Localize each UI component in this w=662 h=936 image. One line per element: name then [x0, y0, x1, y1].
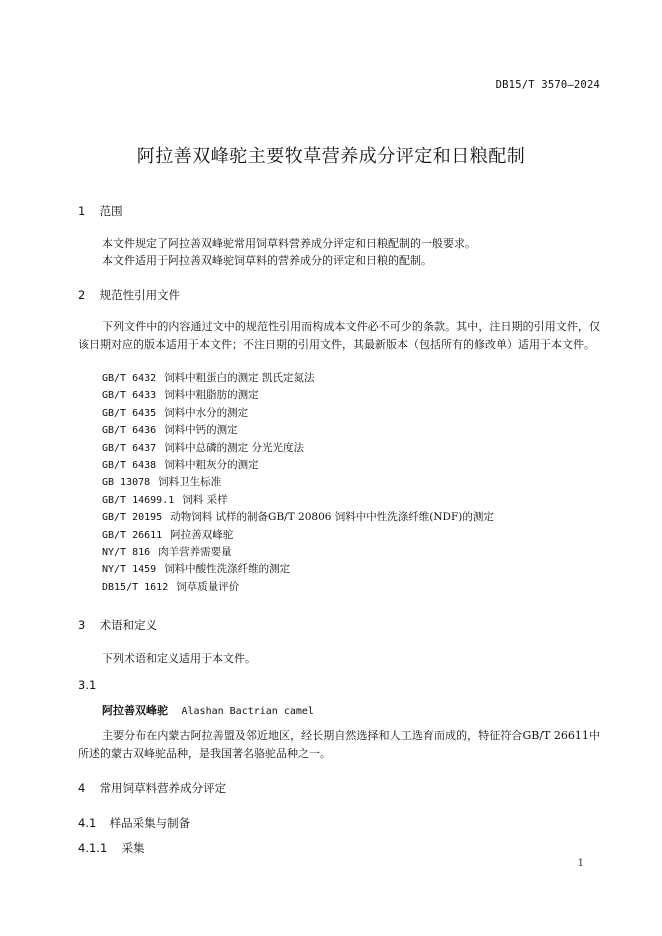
- term-english: Alashan Bactrian camel: [181, 706, 314, 717]
- reference-code: GB/T 6432: [102, 373, 157, 384]
- reference-list: [102, 370, 494, 596]
- reference-code: GB/T 20195: [102, 512, 163, 524]
- section-number: 1: [78, 204, 86, 218]
- section-number: 3: [78, 618, 86, 632]
- reference-name: 饲料中酸性洗涤纤维的测定: [164, 563, 291, 576]
- reference-item: [102, 405, 494, 422]
- reference-code: GB/T 6438: [102, 459, 157, 471]
- section-title: 范围: [99, 204, 123, 218]
- document-title: 阿拉善双峰驼主要牧草营养成分评定和日粮配制: [136, 146, 526, 167]
- reference-item: [102, 387, 494, 404]
- standard-number: DB15/T 3570—2024: [495, 79, 600, 91]
- reference-item: [102, 509, 494, 526]
- section-title: 术语和定义: [99, 618, 158, 632]
- reference-name: 阿拉善双峰驼: [170, 528, 234, 541]
- term-definition: 主要分布在内蒙古阿拉善盟及邻近地区，经长期自然选择和人工选育而成的，特征符合GB/T 26611中所述的蒙古双峰驼品种，是我国著名骆驼品种之一。: [78, 729, 600, 760]
- reference-item: [102, 370, 494, 387]
- section-2-heading: [78, 287, 180, 303]
- reference-code: GB/T 6435: [102, 407, 157, 419]
- reference-name: 饲料中总磷的测定 分光光度法: [164, 441, 305, 454]
- reference-code: NY/T 816: [102, 546, 151, 558]
- reference-item: [102, 422, 494, 439]
- subsection-number: 4.1.1: [78, 841, 108, 855]
- subsection-title: 样品采集与制备: [109, 816, 191, 830]
- reference-name: 饲料中粗灰分的测定: [164, 458, 259, 471]
- reference-name: 饲料中水分的测定: [164, 406, 249, 419]
- reference-code: GB/T 14699.1: [102, 494, 175, 506]
- paragraph: 本文件规定了阿拉善双峰驼常用饲草料营养成分评定和日粮配制的一般要求。: [102, 237, 476, 250]
- reference-name: 饲料中粗蛋白的测定 凯氏定氮法: [164, 372, 315, 384]
- reference-code: NY/T 1459: [102, 564, 157, 576]
- section-number: 4: [78, 781, 86, 795]
- term-chinese: 阿拉善双峰驼: [102, 704, 168, 717]
- reference-item: [102, 492, 494, 509]
- section-title: 常用饲草料营养成分评定: [99, 781, 227, 795]
- reference-item: [102, 457, 494, 474]
- paragraph: 本文件适用于阿拉善双峰驼饲草料的营养成分的评定和日粮的配制。: [102, 254, 432, 267]
- reference-item: [102, 561, 494, 578]
- reference-item: [102, 527, 494, 544]
- section-4-heading: [78, 780, 226, 796]
- term-entry: [102, 702, 314, 718]
- page-number: 1: [577, 858, 584, 869]
- reference-name: 饲料中钙的测定: [164, 424, 238, 437]
- reference-code: GB/T 26611: [102, 529, 163, 541]
- reference-name: 肉羊营养需要量: [158, 545, 232, 558]
- reference-code: GB/T 6433: [102, 390, 157, 402]
- reference-code: GB 13078: [102, 477, 151, 489]
- reference-item: [102, 544, 494, 561]
- reference-name: 饲料卫生标准: [158, 476, 222, 489]
- reference-item: [102, 579, 494, 596]
- subsection-4-1-heading: [78, 815, 190, 831]
- reference-item: [102, 440, 494, 457]
- section-title: 规范性引用文件: [99, 288, 181, 302]
- section-number: 2: [78, 288, 86, 302]
- reference-code: DB15/T 1612: [102, 581, 169, 593]
- reference-code: GB/T 6436: [102, 425, 157, 437]
- reference-item: [102, 474, 494, 491]
- reference-name: 饲草质量评价: [176, 580, 240, 593]
- reference-name: 动物饲料 试样的制备GB/T 20806 饲料中中性洗涤纤维(NDF)的测定: [170, 511, 494, 524]
- term-number: 3.1: [78, 678, 97, 692]
- subsection-number: 4.1: [78, 816, 97, 830]
- subsection-4-1-1-heading: [78, 840, 145, 856]
- reference-code: GB/T 6437: [102, 442, 157, 454]
- paragraph: 下列文件中的内容通过文中的规范性引用而构成本文件必不可少的条款。其中，注日期的引用文件，仅该日期对应的版本适用于本文件；不注日期的引用文件，其最新版本（包括所有的修改单）适用于本文件。: [78, 320, 600, 351]
- section-1-heading: [78, 203, 123, 219]
- reference-name: 饲料中粗脂肪的测定: [164, 389, 259, 402]
- reference-name: 饲料 采样: [182, 493, 228, 506]
- paragraph: 下列术语和定义适用于本文件。: [102, 652, 256, 665]
- section-3-heading: [78, 617, 157, 633]
- subsection-title: 采集: [121, 841, 145, 855]
